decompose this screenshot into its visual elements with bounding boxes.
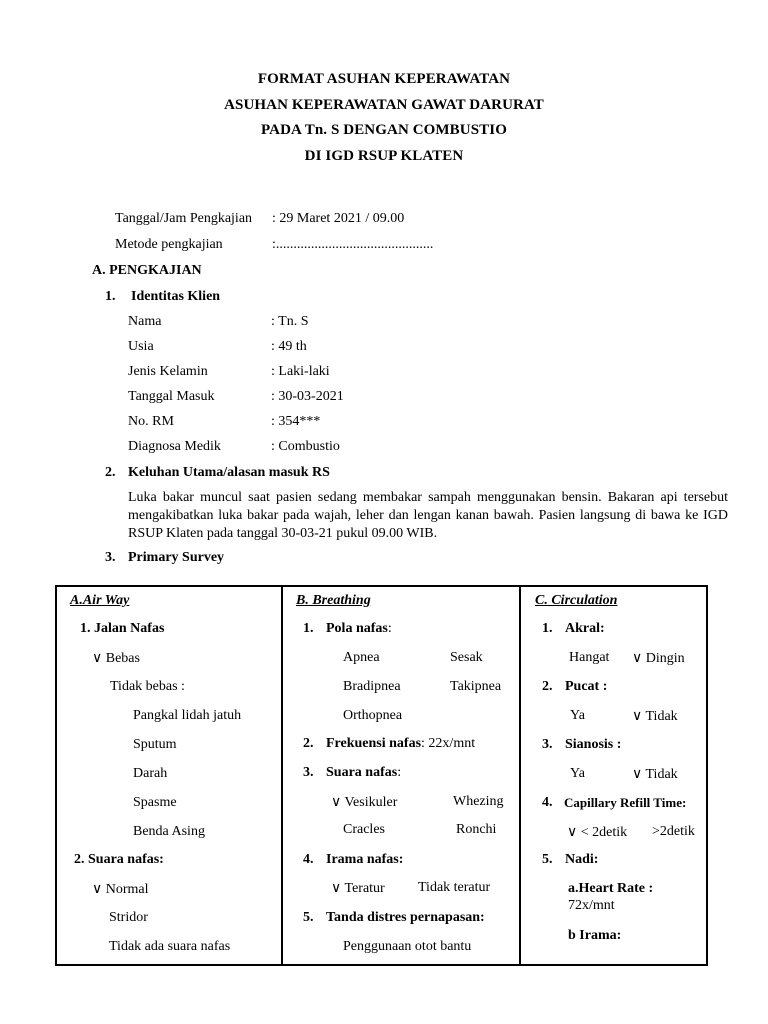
pola-nafas-number: 1. <box>303 621 314 636</box>
doc-title-line-1: FORMAT ASUHAN KEPERAWATAN <box>257 71 511 87</box>
normal-option: ∨ Normal <box>92 882 149 897</box>
dingin-option: ∨ Dingin <box>632 651 685 666</box>
distres-number: 5. <box>303 910 314 925</box>
identity-value: : 354*** <box>271 414 321 429</box>
otot-bantu-option: Penggunaan otot bantu <box>343 939 472 954</box>
doc-title-line-2: ASUHAN KEPERAWATAN GAWAT DARURAT <box>224 97 544 113</box>
cracles-option: Cracles <box>343 822 385 837</box>
airway-column-title: A.Air Way <box>70 593 130 608</box>
primary-survey-heading: Primary Survey <box>128 550 225 565</box>
frekuensi-nafas <box>326 736 475 752</box>
suara-nafas-colon: : <box>397 765 402 780</box>
tidak-ada-suara-option: Tidak ada suara nafas <box>109 939 231 954</box>
airway-obstruction-item: Pangkal lidah jatuh <box>133 708 242 723</box>
identity-label: Usia <box>128 339 154 354</box>
jalan-nafas-heading: 1. Jalan Nafas <box>80 621 165 636</box>
identitas-heading: Identitas Klien <box>131 289 221 304</box>
primary-survey-number: 3. <box>105 550 116 565</box>
identity-value: : Combustio <box>271 439 340 454</box>
method-label: Metode pengkajian <box>115 237 223 252</box>
keluhan-paragraph: Luka bakar muncul saat pasien sedang membakar sampah menggunakan bensin. Bakaran api tersebut mengakibatkan luka bakar pada wajah, leher dan lengan kanan bawah. Pasien langsung di bawa ke IGD RSUP Klaten pada tanggal 30-03-21 pukul 09.00 WIB. <box>128 490 728 541</box>
identity-label: Nama <box>128 314 162 329</box>
airway-suara-nafas-heading: 2. Suara nafas: <box>74 852 164 867</box>
sianosis-tidak-option: ∨ Tidak <box>632 767 678 782</box>
identity-value: : 49 th <box>271 339 307 354</box>
sianosis-ya-option: Ya <box>570 766 585 781</box>
frekuensi-number: 2. <box>303 736 314 751</box>
pucat-ya-option: Ya <box>570 708 585 723</box>
distres-heading: Tanda distres pernapasan: <box>326 910 485 925</box>
ronchi-option: Ronchi <box>456 822 497 837</box>
identity-label: No. RM <box>128 414 174 429</box>
tidak-teratur-option: Tidak teratur <box>418 880 491 895</box>
airway-obstruction-item: Darah <box>133 766 168 781</box>
tidak-bebas-label: Tidak bebas : <box>110 679 185 694</box>
table-column-divider <box>519 585 521 966</box>
nadi-heading: Nadi: <box>565 852 599 867</box>
crt-less-option: ∨ < 2detik <box>567 825 628 840</box>
vesikuler-option: ∨ Vesikuler <box>331 795 398 810</box>
identity-value: : 30-03-2021 <box>271 389 344 404</box>
method-value: :............................................. <box>272 237 434 252</box>
identitas-number: 1. <box>105 289 116 304</box>
suara-nafas-label: Suara nafas <box>326 765 398 780</box>
bradipnea-option: Bradipnea <box>343 679 401 694</box>
sianosis-heading: Sianosis : <box>565 737 622 752</box>
date-label: Tanggal/Jam Pengkajian <box>115 211 253 226</box>
table-column-divider <box>281 585 283 966</box>
teratur-option: ∨ Teratur <box>331 881 385 896</box>
identity-value: : Tn. S <box>271 314 309 329</box>
irama-nadi-label: b Irama: <box>568 928 622 943</box>
frekuensi-label: Frekuensi nafas <box>326 736 422 751</box>
takipnea-option: Takipnea <box>450 679 502 694</box>
pucat-number: 2. <box>542 679 553 694</box>
sianosis-number: 3. <box>542 737 553 752</box>
airway-obstruction-item: Benda Asing <box>133 824 205 839</box>
akral-heading: Akral: <box>565 621 605 636</box>
identity-label: Tanggal Masuk <box>128 389 215 404</box>
pola-nafas-colon: : <box>387 621 392 636</box>
nadi-number: 5. <box>542 852 553 867</box>
identity-value: : Laki-laki <box>271 364 330 379</box>
hangat-option: Hangat <box>569 650 610 665</box>
irama-nafas-number: 4. <box>303 852 314 867</box>
pucat-heading: Pucat : <box>565 679 608 694</box>
date-value: : 29 Maret 2021 / 09.00 <box>272 211 405 226</box>
bebas-option: ∨ Bebas <box>92 651 140 666</box>
pucat-tidak-option: ∨ Tidak <box>632 709 678 724</box>
whezing-option: Whezing <box>453 794 504 809</box>
crt-number: 4. <box>542 795 553 810</box>
keluhan-heading: Keluhan Utama/alasan masuk RS <box>128 465 330 480</box>
doc-title-line-4: DI IGD RSUP KLATEN <box>304 148 464 164</box>
akral-number: 1. <box>542 621 553 636</box>
sesak-option: Sesak <box>450 650 483 665</box>
heart-rate-value: 72x/mnt <box>568 898 615 913</box>
irama-nafas-heading: Irama nafas: <box>326 852 404 867</box>
stridor-option: Stridor <box>109 910 148 925</box>
crt-more-option: >2detik <box>652 824 695 839</box>
section-a-heading: A. PENGKAJIAN <box>92 263 202 278</box>
suara-nafas-number: 3. <box>303 765 314 780</box>
doc-title-line-3: PADA Tn. S DENGAN COMBUSTIO <box>261 122 507 138</box>
heart-rate-label: a.Heart Rate : <box>568 881 654 896</box>
pola-nafas-heading <box>326 621 392 637</box>
breathing-column-title: B. Breathing <box>296 593 371 608</box>
pola-nafas-label: Pola nafas <box>326 621 388 636</box>
identity-label: Diagnosa Medik <box>128 439 221 454</box>
airway-obstruction-item: Spasme <box>133 795 177 810</box>
apnea-option: Apnea <box>343 650 380 665</box>
circulation-column-title: C. Circulation <box>535 593 618 608</box>
airway-obstruction-item: Sputum <box>133 737 177 752</box>
crt-heading: Capillary Refill Time: <box>564 795 687 810</box>
identity-label: Jenis Kelamin <box>128 364 208 379</box>
frekuensi-value: : 22x/mnt <box>421 736 476 751</box>
orthopnea-option: Orthopnea <box>343 708 403 723</box>
breathing-suara-nafas-heading <box>326 765 401 781</box>
keluhan-number: 2. <box>105 465 116 480</box>
